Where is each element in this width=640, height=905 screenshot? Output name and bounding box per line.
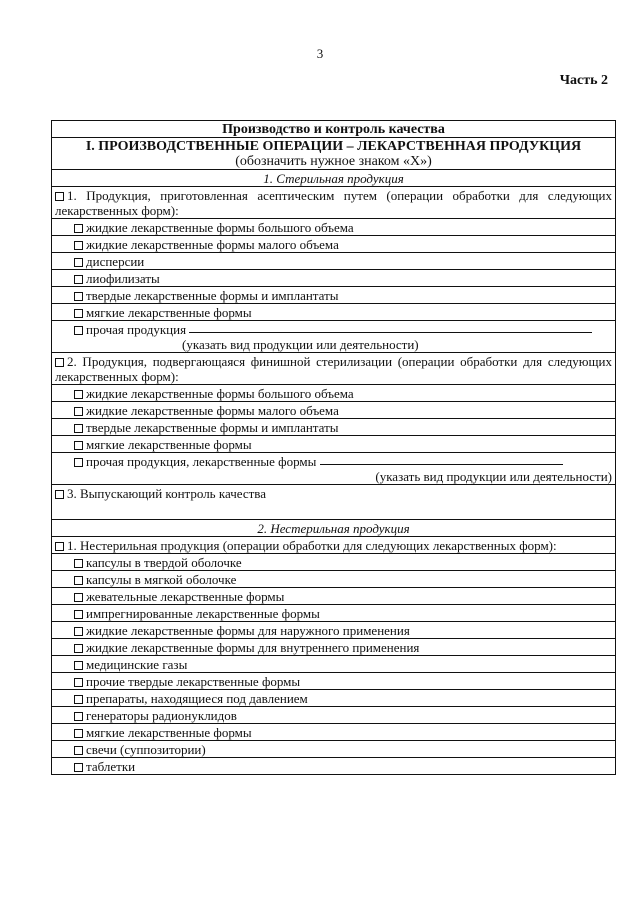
checkbox[interactable] [74, 241, 83, 250]
list-item-label: генераторы радионуклидов [86, 708, 237, 723]
list-item-label: лиофилизаты [86, 271, 160, 286]
nonsterile-group1-title-cell [52, 537, 616, 554]
instruction-text: (обозначить нужное знаком «X») [235, 154, 432, 169]
checkbox[interactable] [74, 746, 83, 755]
sterile-group3-cell [52, 485, 616, 520]
list-item-label: дисперсии [86, 254, 145, 269]
quality-control-form-table [51, 120, 616, 775]
checkbox[interactable] [74, 661, 83, 670]
table-title-row [52, 121, 616, 138]
checkbox[interactable] [74, 763, 83, 772]
list-item-label: медицинские газы [86, 657, 188, 672]
sterile-heading-row [52, 170, 616, 187]
list-item-label: жевательные лекарственные формы [86, 589, 285, 604]
checkbox[interactable] [74, 729, 83, 738]
list-item [52, 419, 616, 436]
page-number: 3 [316, 46, 324, 61]
list-item-label: капсулы в мягкой оболочке [86, 572, 237, 587]
checkbox[interactable] [74, 678, 83, 687]
checkbox[interactable] [74, 258, 83, 267]
checkbox[interactable] [74, 712, 83, 721]
list-item [52, 402, 616, 419]
list-item-label: твердые лекарственные формы и имплантаты [86, 420, 339, 435]
list-item-label: жидкие лекарственные формы большого объема [86, 220, 354, 235]
sterile-group1-title-cell [52, 187, 616, 219]
list-item [52, 571, 616, 588]
sterile-group1-title: 1. Продукция, приготовленная асептическим путем (операции обработки для следующих лекарственных форм): [55, 188, 612, 218]
part-label: Часть 2 [559, 73, 608, 88]
list-item [52, 605, 616, 622]
list-item-label: жидкие лекарственные формы большого объема [86, 386, 354, 401]
list-item [52, 304, 616, 321]
checkbox[interactable] [74, 326, 83, 335]
fill-in-line[interactable] [189, 322, 592, 333]
checkbox[interactable] [74, 593, 83, 602]
list-item-label: препараты, находящиеся под давлением [86, 691, 308, 706]
list-item-label: жидкие лекарственные формы для внутреннего применения [86, 640, 420, 655]
sterile-heading: 1. Стерильная продукция [52, 170, 616, 187]
section-title: I. ПРОИЗВОДСТВЕННЫЕ ОПЕРАЦИИ – ЛЕКАРСТВЕННАЯ ПРОДУКЦИЯ [85, 139, 582, 154]
sterile-group3-row [52, 485, 616, 520]
list-item-label: жидкие лекарственные формы малого объема [86, 403, 339, 418]
checkbox[interactable] [74, 441, 83, 450]
list-item [52, 673, 616, 690]
checkbox[interactable] [74, 309, 83, 318]
list-item-label: жидкие лекарственные формы малого объема [86, 237, 339, 252]
list-item [52, 236, 616, 253]
list-item [52, 639, 616, 656]
list-item-label: импрегнированные лекарственные формы [86, 606, 320, 621]
fill-in-hint: (указать вид продукции или деятельности) [375, 469, 612, 484]
list-item-label: прочая продукция, лекарственные формы [86, 454, 317, 469]
list-item-label: мягкие лекарственные формы [86, 725, 252, 740]
checkbox[interactable] [74, 390, 83, 399]
checkbox[interactable] [74, 559, 83, 568]
sterile-group2-row [52, 353, 616, 385]
sterile-group2-title: 2. Продукция, подвергающаяся финишной стерилизации (операции обработки для следующих лекарственных форм): [55, 354, 612, 384]
list-item-label: твердые лекарственные формы и имплантаты [86, 288, 339, 303]
section-header-row [52, 138, 616, 170]
checkbox[interactable] [74, 407, 83, 416]
checkbox[interactable] [74, 275, 83, 284]
checkbox[interactable] [74, 424, 83, 433]
nonsterile-heading: 2. Нестерильная продукция [52, 520, 616, 537]
list-item [52, 287, 616, 304]
list-item [52, 554, 616, 571]
list-item-other [52, 321, 616, 353]
list-item-label: жидкие лекарственные формы для наружного применения [86, 623, 410, 638]
list-item [52, 588, 616, 605]
table-title: Производство и контроль качества [52, 121, 616, 138]
checkbox[interactable] [74, 292, 83, 301]
list-item [52, 656, 616, 673]
list-item-label: свечи (суппозитории) [86, 742, 206, 757]
list-item [52, 758, 616, 775]
list-item-label: прочая продукция [86, 322, 187, 337]
section-header-cell [52, 138, 616, 170]
fill-in-hint: (указать вид продукции или деятельности) [182, 337, 419, 352]
list-item-label: мягкие лекарственные формы [86, 305, 252, 320]
list-item [52, 270, 616, 287]
list-item [52, 707, 616, 724]
list-item-label: прочие твердые лекарственные формы [86, 674, 301, 689]
list-item-other [52, 453, 616, 485]
nonsterile-group1-title: 1. Нестерильная продукция (операции обработки для следующих лекарственных форм): [67, 538, 557, 553]
checkbox[interactable] [74, 458, 83, 467]
nonsterile-heading-row [52, 520, 616, 537]
checkbox[interactable] [74, 695, 83, 704]
list-item [52, 622, 616, 639]
checkbox[interactable] [74, 644, 83, 653]
list-item [52, 385, 616, 402]
list-item [52, 253, 616, 270]
checkbox[interactable] [55, 192, 64, 201]
checkbox[interactable] [74, 627, 83, 636]
fill-in-line[interactable] [320, 454, 563, 465]
checkbox[interactable] [55, 358, 64, 367]
list-item [52, 724, 616, 741]
list-item-label: таблетки [86, 759, 136, 774]
checkbox[interactable] [74, 576, 83, 585]
list-item-label: мягкие лекарственные формы [86, 437, 252, 452]
checkbox[interactable] [74, 224, 83, 233]
sterile-group1-row [52, 187, 616, 219]
sterile-group3-title: 3. Выпускающий контроль качества [67, 486, 267, 501]
list-item [52, 219, 616, 236]
checkbox[interactable] [55, 490, 64, 499]
list-item-label: капсулы в твердой оболочке [86, 555, 242, 570]
list-item [52, 741, 616, 758]
nonsterile-group1-row [52, 537, 616, 554]
list-item [52, 436, 616, 453]
list-item [52, 690, 616, 707]
checkbox[interactable] [74, 610, 83, 619]
checkbox[interactable] [55, 542, 64, 551]
sterile-group2-title-cell [52, 353, 616, 385]
